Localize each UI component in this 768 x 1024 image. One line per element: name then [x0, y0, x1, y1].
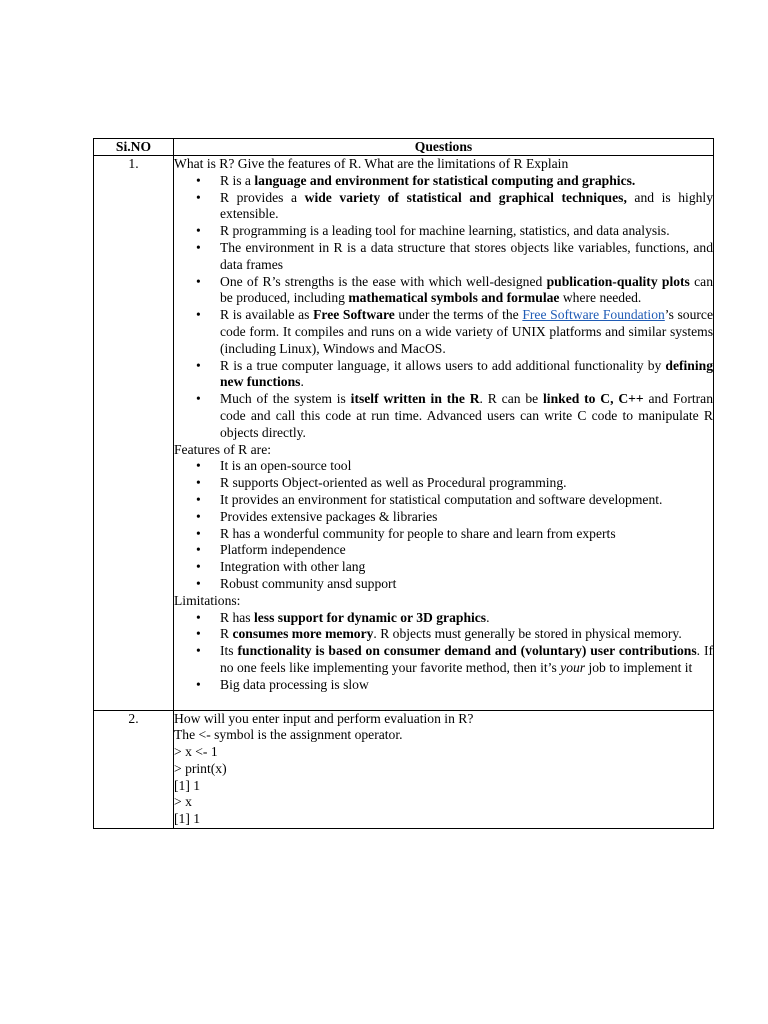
list-item: • The environment in R is a data structure that stores objects like variables, functions, and data frames	[220, 240, 713, 274]
list-item: • R is a language and environment for statistical computing and graphics.	[220, 173, 713, 190]
list-item: • It provides an environment for statistical computation and software development.	[220, 492, 713, 509]
list-item: • Platform independence	[220, 542, 713, 559]
limitations-heading: Limitations:	[174, 592, 241, 608]
features-list	[174, 458, 713, 592]
list-item: • R is a true computer language, it allows users to add additional functionality by defining new functions.	[220, 358, 713, 392]
column-header-questions: Questions	[174, 139, 714, 156]
table-header-row	[94, 139, 714, 156]
list-item: • Its functionality is based on consumer demand and (voluntary) user contributions. If no one feels like implementing your favorite method, then it’s your job to implement it	[220, 643, 713, 677]
list-item: • R supports Object-oriented as well as Procedural programming.	[220, 475, 713, 492]
code-line: > print(x)	[174, 760, 227, 776]
free-software-foundation-link[interactable]: Free Software Foundation	[522, 307, 665, 323]
list-item: • It is an open-source tool	[220, 458, 713, 475]
code-line: > x	[174, 794, 192, 810]
list-item: • R is available as Free Software under the terms of the Free Software Foundation’s source code form. It compiles and runs on a wide variety of UNIX platforms and similar systems (including Linux), Windows and MacOS.	[220, 307, 713, 357]
question-text: What is R? Give the features of R. What are the limitations of R Explain	[174, 156, 569, 171]
code-line: > x <- 1	[174, 744, 218, 760]
list-item: • R has less support for dynamic or 3D graphics.	[220, 610, 713, 627]
output-line: [1] 1	[174, 777, 201, 793]
list-item: • One of R’s strengths is the ease with which well-designed publication-quality plots can be produced, including mathematical symbols and formulae where needed.	[220, 274, 713, 308]
row-number: 1.	[94, 156, 174, 711]
list-item: • R consumes more memory. R objects must generally be stored in physical memory.	[220, 626, 713, 643]
features-heading: Features of R are:	[174, 441, 272, 457]
list-item: • R has a wonderful community for people to share and learn from experts	[220, 526, 713, 543]
questions-table	[93, 138, 714, 829]
row-content	[174, 710, 714, 829]
question-text: How will you enter input and perform evaluation in R?	[174, 710, 474, 726]
limitations-list	[174, 610, 713, 694]
list-item: • R programming is a leading tool for machine learning, statistics, and data analysis.	[220, 223, 713, 240]
table-row	[94, 156, 714, 711]
answer-line: The <- symbol is the assignment operator.	[174, 727, 403, 743]
list-item: • Provides extensive packages & libraries	[220, 509, 713, 526]
list-item: • R provides a wide variety of statistical and graphical techniques, and is highly extensible.	[220, 190, 713, 224]
column-header-sno: Si.NO	[94, 139, 174, 156]
row-content	[174, 156, 714, 711]
list-item: • Robust community ansd support	[220, 576, 713, 593]
list-item: • Much of the system is itself written in the R. R can be linked to C, C++ and Fortran code and call this code at run time. Advanced users can write C code to manipulate R objects directly.	[220, 391, 713, 441]
table-row	[94, 710, 714, 829]
output-line: [1] 1	[174, 811, 201, 827]
list-item: • Integration with other lang	[220, 559, 713, 576]
row-number: 2.	[94, 710, 174, 829]
list-item: • Big data processing is slow	[220, 677, 713, 694]
answer-list	[174, 173, 713, 442]
